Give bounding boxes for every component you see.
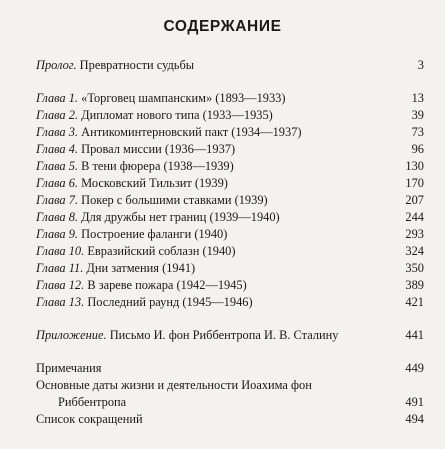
toc-entry-abbreviations — [36, 411, 424, 428]
toc-entry-appendix — [36, 327, 424, 344]
entry-label: Глава 12. — [36, 278, 85, 292]
entry-page: 39 — [411, 108, 424, 122]
entry-label: Глава 10. — [36, 244, 85, 258]
toc-entry-chapter-7 — [36, 192, 424, 209]
entry-label: Глава 1. — [36, 91, 79, 105]
entry-title: «Торговец шампанским» (1893—1933) — [81, 91, 286, 105]
entry-page: 491 — [405, 395, 424, 409]
toc-entry-chapter-8 — [36, 209, 424, 226]
entry-label: Глава 9. — [36, 227, 79, 241]
entry-label: Глава 4. — [36, 142, 79, 156]
entry-page: 130 — [405, 159, 424, 173]
entry-page: 350 — [405, 261, 424, 275]
entry-label: Глава 5. — [36, 159, 79, 173]
entry-label: Глава 7. — [36, 193, 79, 207]
entry-title: Евразийский соблазн (1940) — [87, 244, 236, 258]
entry-page: 170 — [405, 176, 424, 190]
toc-entry-chapter-9 — [36, 226, 424, 243]
toc-entry-chapter-2 — [36, 107, 424, 124]
entry-label: Глава 2. — [36, 108, 79, 122]
entry-title: Основные даты жизни и деятельности Иоахима фон — [36, 378, 312, 392]
toc-entry-dates-continued — [58, 394, 424, 411]
entry-title: Покер с большими ставками (1939) — [81, 193, 268, 207]
entry-page: 494 — [405, 412, 424, 426]
entry-title: Список сокращений — [36, 412, 143, 426]
entry-page: 244 — [405, 210, 424, 224]
toc-entry-dates — [36, 377, 424, 394]
entry-title: Превратности судьбы — [79, 58, 195, 72]
toc-heading: СОДЕРЖАНИЕ — [163, 18, 282, 35]
entry-page: 96 — [411, 142, 424, 156]
entry-title: В тени фюрера (1938—1939) — [81, 159, 234, 173]
entry-title: Письмо И. фон Риббентропа И. В. Сталину — [109, 328, 339, 342]
entry-page: 441 — [405, 328, 424, 342]
entry-page: 207 — [405, 193, 424, 207]
entry-title: Примечания — [36, 361, 102, 375]
entry-page: 13 — [411, 91, 424, 105]
entry-label: Глава 6. — [36, 176, 79, 190]
entry-page: 324 — [405, 244, 424, 258]
entry-page: 421 — [405, 295, 424, 309]
toc-entry-chapter-11 — [36, 260, 424, 277]
toc-entry-chapter-4 — [36, 141, 424, 158]
entry-title: Московский Тильзит (1939) — [81, 176, 228, 190]
entry-page: 389 — [405, 278, 424, 292]
entry-page: 293 — [405, 227, 424, 241]
entry-label: Глава 13. — [36, 295, 85, 309]
entry-page: 3 — [417, 58, 424, 72]
entry-title: В зареве пожара (1942—1945) — [87, 278, 247, 292]
entry-label: Глава 11. — [36, 261, 84, 275]
toc-entry-chapter-1 — [36, 90, 424, 107]
entry-title: Провал миссии (1936—1937) — [81, 142, 236, 156]
entry-title: Дни затмения (1941) — [86, 261, 196, 275]
entry-page: 449 — [405, 361, 424, 375]
toc-entry-chapter-5 — [36, 158, 424, 175]
entry-label: Глава 3. — [36, 125, 79, 139]
entry-title: Дипломат нового типа (1933—1935) — [81, 108, 273, 122]
toc-entry-chapter-12 — [36, 277, 424, 294]
toc-entry-chapter-10 — [36, 243, 424, 260]
toc-entry-chapter-13 — [36, 294, 424, 311]
entry-label: Пролог. — [36, 58, 77, 72]
entry-title: Антикоминтерновский пакт (1934—1937) — [81, 125, 302, 139]
toc-entry-chapter-6 — [36, 175, 424, 192]
entry-title: Построение фаланги (1940) — [81, 227, 228, 241]
entry-title: Последний раунд (1945—1946) — [87, 295, 253, 309]
entry-title: Для дружбы нет границ (1939—1940) — [81, 210, 280, 224]
entry-label: Глава 8. — [36, 210, 79, 224]
entry-label: Приложение. — [36, 328, 107, 342]
entry-page: 73 — [411, 125, 424, 139]
toc-entry-chapter-3 — [36, 124, 424, 141]
entry-title-continued: Риббентропа — [58, 395, 127, 409]
toc-entry-prologue — [36, 57, 424, 74]
toc-entry-notes — [36, 360, 424, 377]
